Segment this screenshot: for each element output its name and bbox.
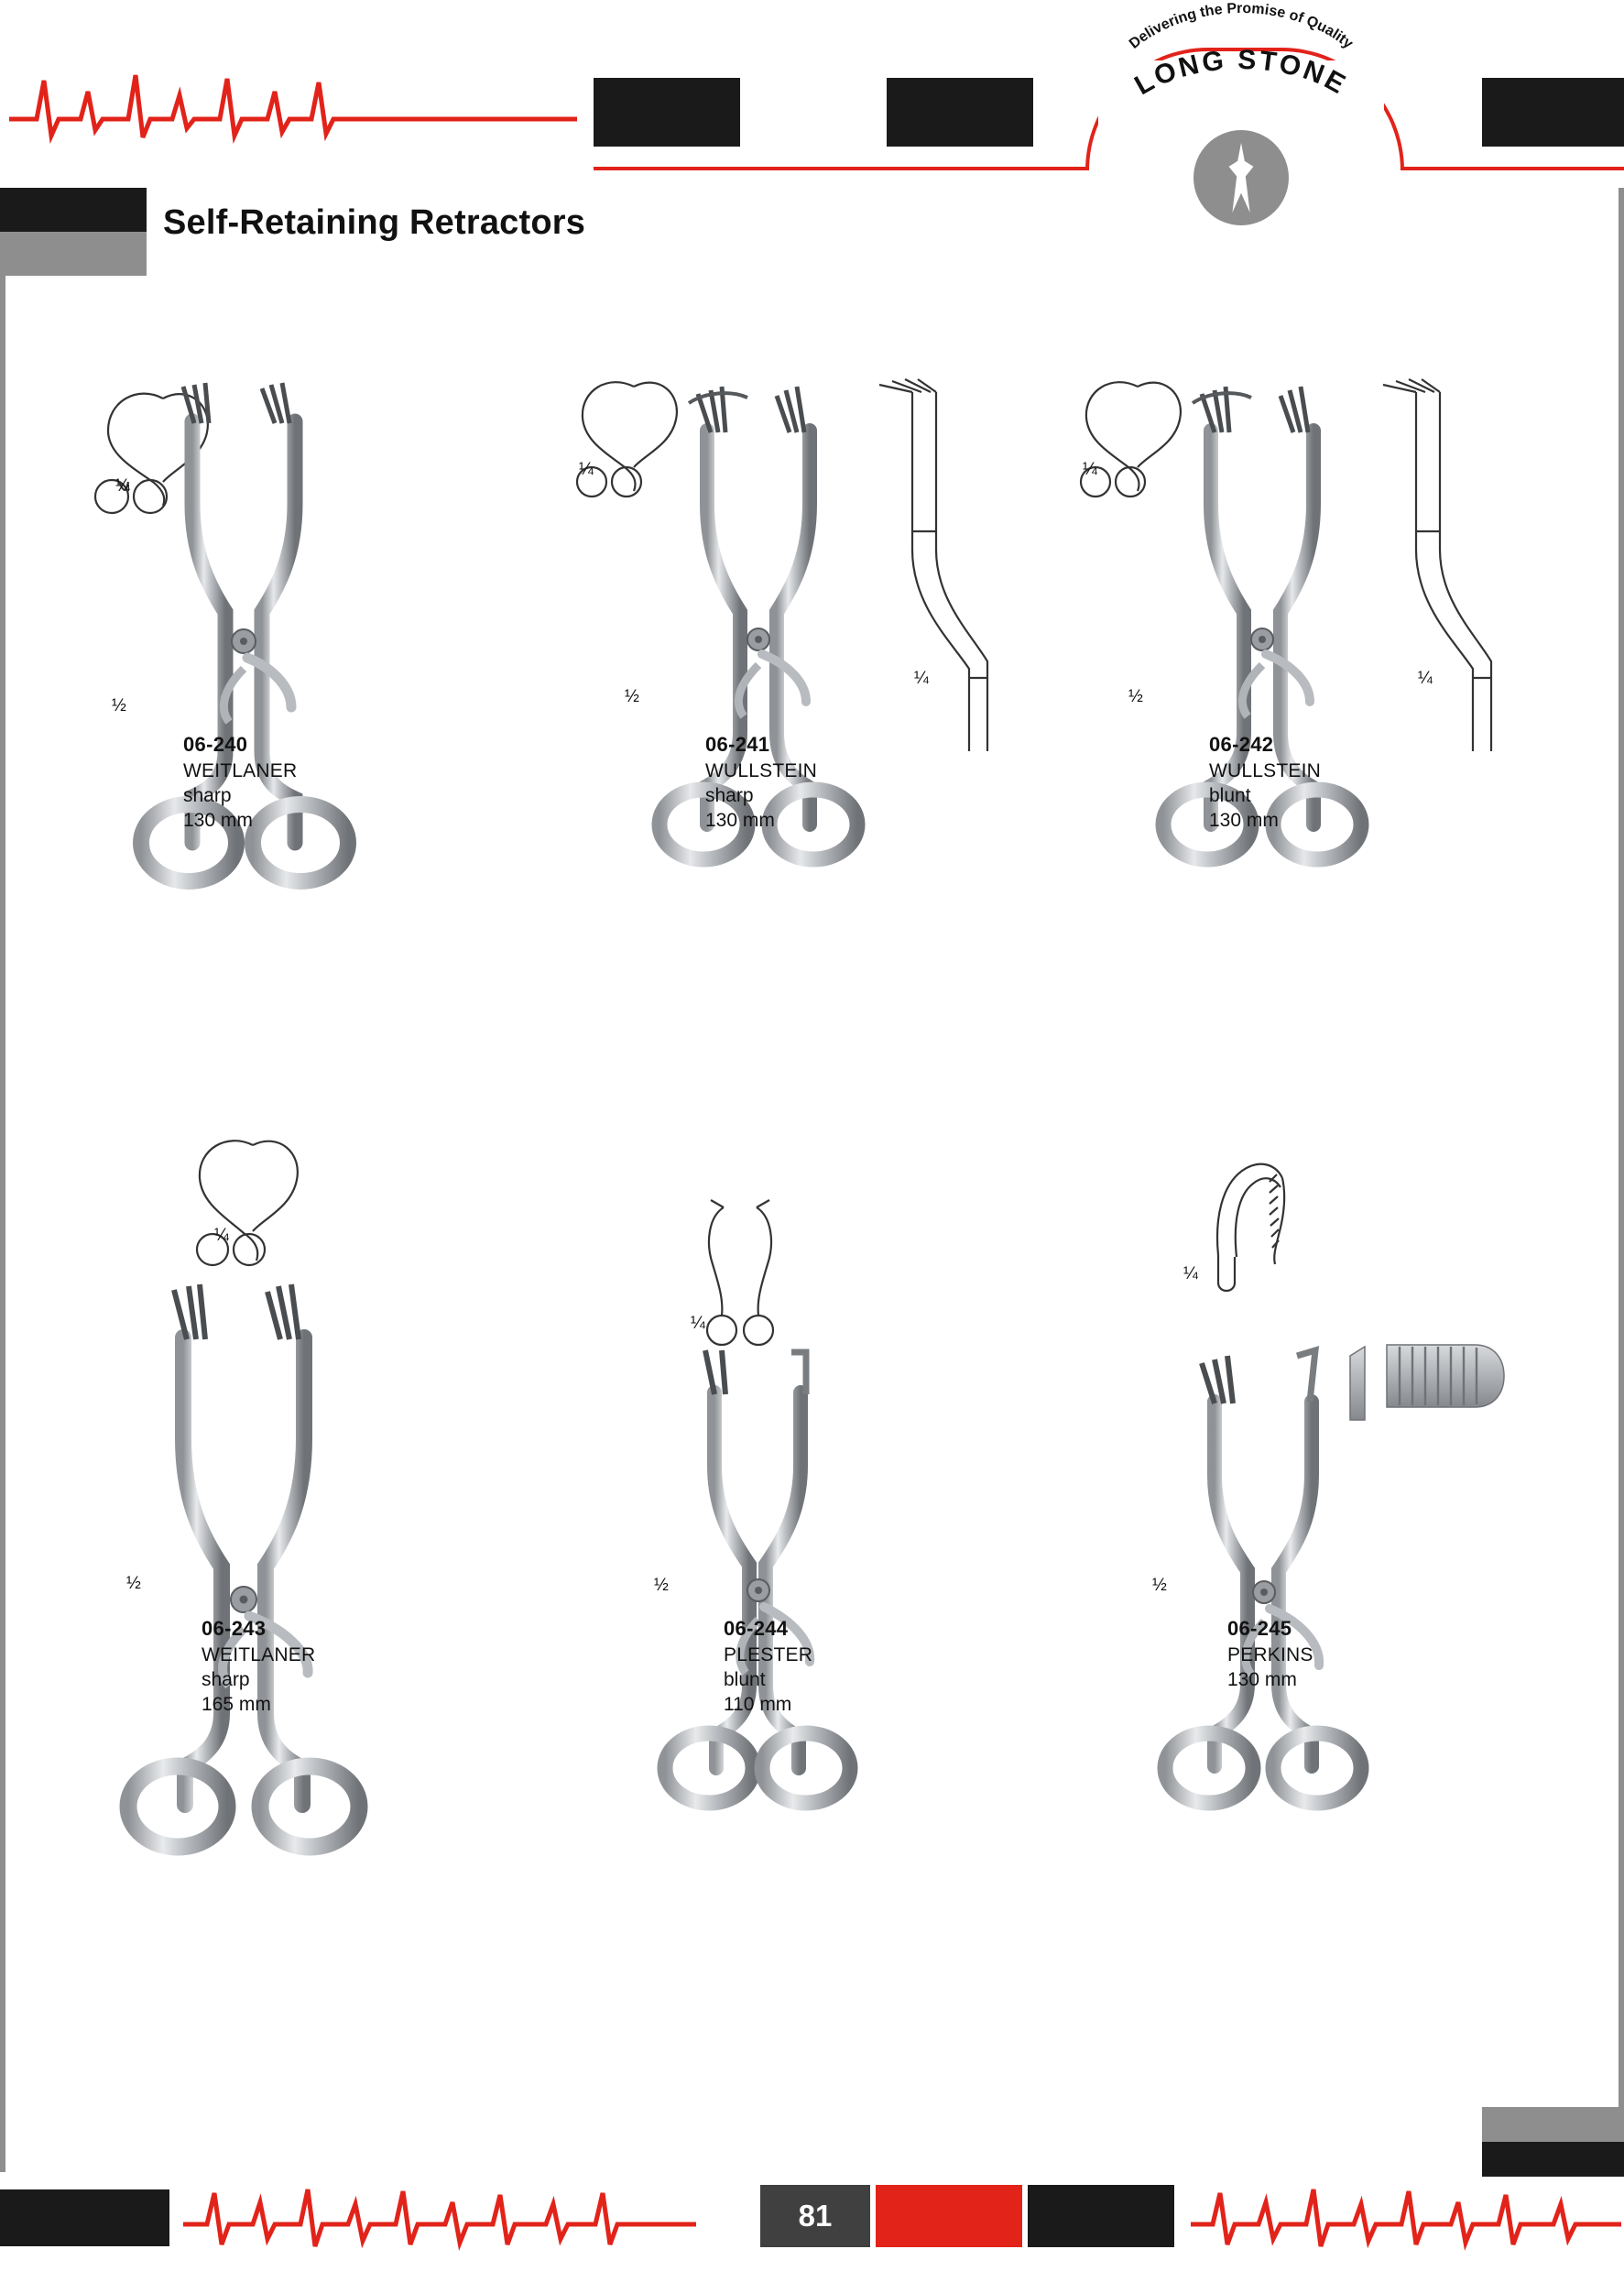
page-number: 81: [798, 2199, 833, 2233]
product-cell-06-245: [1081, 1127, 1594, 1860]
page-title: Self-Retaining Retractors: [163, 203, 586, 242]
product-size: 130 mm: [705, 810, 775, 831]
product-cell-06-242: [1081, 366, 1557, 934]
product-size: 130 mm: [1227, 1669, 1297, 1690]
product-code: 06-240: [183, 733, 248, 756]
product-caption-06-245: [1227, 1617, 1313, 1691]
scale-label-half: ½: [126, 1574, 141, 1593]
product-desc: blunt: [724, 1669, 766, 1690]
product-image-06-241: [577, 366, 1090, 916]
product-code: 06-243: [202, 1617, 267, 1640]
product-name: WULLSTEIN: [705, 760, 817, 781]
header-block-2: [887, 78, 1033, 147]
brand-logo: [1085, 0, 1397, 192]
product-code: 06-244: [724, 1617, 789, 1640]
product-name: WEITLANER: [183, 760, 298, 781]
scale-label-quarter: ¼: [1083, 460, 1097, 479]
product-caption-06-241: [705, 733, 817, 832]
product-image-06-245: [1081, 1127, 1594, 1841]
footer-block-dark: [1482, 2142, 1624, 2177]
product-caption-06-242: [1209, 733, 1321, 832]
header-block-3: [1482, 78, 1624, 147]
product-image-06-244: [577, 1127, 1053, 1841]
product-code: 06-242: [1209, 733, 1274, 756]
product-image-06-242: [1081, 366, 1594, 916]
product-caption-06-243: [202, 1617, 315, 1716]
scale-label-accessory: ¼: [914, 669, 929, 688]
product-desc: blunt: [1209, 785, 1251, 806]
product-cell-06-244: [577, 1127, 1053, 1860]
svg-text:Delivering the Promise of Qual: [1127, 1, 1356, 52]
ecg-line-top-icon: [9, 64, 577, 147]
product-cell-06-240: [55, 366, 531, 934]
product-desc: sharp: [183, 785, 232, 806]
product-size: 130 mm: [183, 810, 253, 831]
scale-label-quarter: ¼: [691, 1314, 705, 1333]
footer-block-red: [876, 2185, 1022, 2247]
product-size: 165 mm: [202, 1694, 271, 1715]
product-caption-06-240: [183, 733, 297, 832]
header-block-1: [594, 78, 740, 147]
scale-label-half: ½: [112, 696, 126, 715]
product-image-06-240: [55, 366, 531, 916]
scale-label-quarter: ¼: [579, 460, 594, 479]
title-block-dark: [0, 188, 147, 232]
product-name: WULLSTEIN: [1209, 760, 1321, 781]
product-cell-06-243: [55, 1127, 531, 1860]
product-size: 110 mm: [724, 1694, 792, 1715]
scale-label-accessory: ¼: [1418, 669, 1433, 688]
product-name: PERKINS: [1227, 1644, 1313, 1665]
product-desc: sharp: [705, 785, 754, 806]
page-header: [0, 0, 1624, 188]
ecg-line-footer-left-icon: [183, 2180, 696, 2254]
product-name: PLESTER: [724, 1644, 813, 1665]
product-size: 130 mm: [1209, 810, 1279, 831]
page-border-right: [1619, 188, 1624, 2172]
scale-label-half: ½: [654, 1576, 669, 1595]
product-code: 06-245: [1227, 1617, 1292, 1640]
scale-label-quarter: ¼: [214, 1226, 229, 1245]
ecg-line-footer-right-icon: [1191, 2180, 1621, 2254]
footer-block-gray: [1482, 2107, 1624, 2142]
scale-label-half: ½: [1152, 1576, 1167, 1595]
logo-brand-text: LONG STONE: [1129, 44, 1353, 102]
scale-label-quarter: ¼: [1183, 1264, 1198, 1283]
product-name: WEITLANER: [202, 1644, 316, 1665]
logo-tagline-text: Delivering the Promise of Quality: [1126, 0, 1357, 52]
scale-label-quarter: ¼: [115, 476, 130, 496]
footer-block-dark-2: [1028, 2185, 1174, 2247]
footer-block-left: [0, 2189, 169, 2246]
logo-emblem-icon: [1193, 130, 1289, 225]
product-image-06-243: [55, 1127, 531, 1841]
product-code: 06-241: [705, 733, 770, 756]
scale-label-half: ½: [1128, 687, 1143, 706]
product-caption-06-244: [724, 1617, 812, 1716]
scale-label-half: ½: [625, 687, 639, 706]
page-border-left: [0, 276, 5, 2172]
product-desc: sharp: [202, 1669, 250, 1690]
title-block-gray: [0, 232, 147, 276]
product-cell-06-241: [577, 366, 1053, 934]
